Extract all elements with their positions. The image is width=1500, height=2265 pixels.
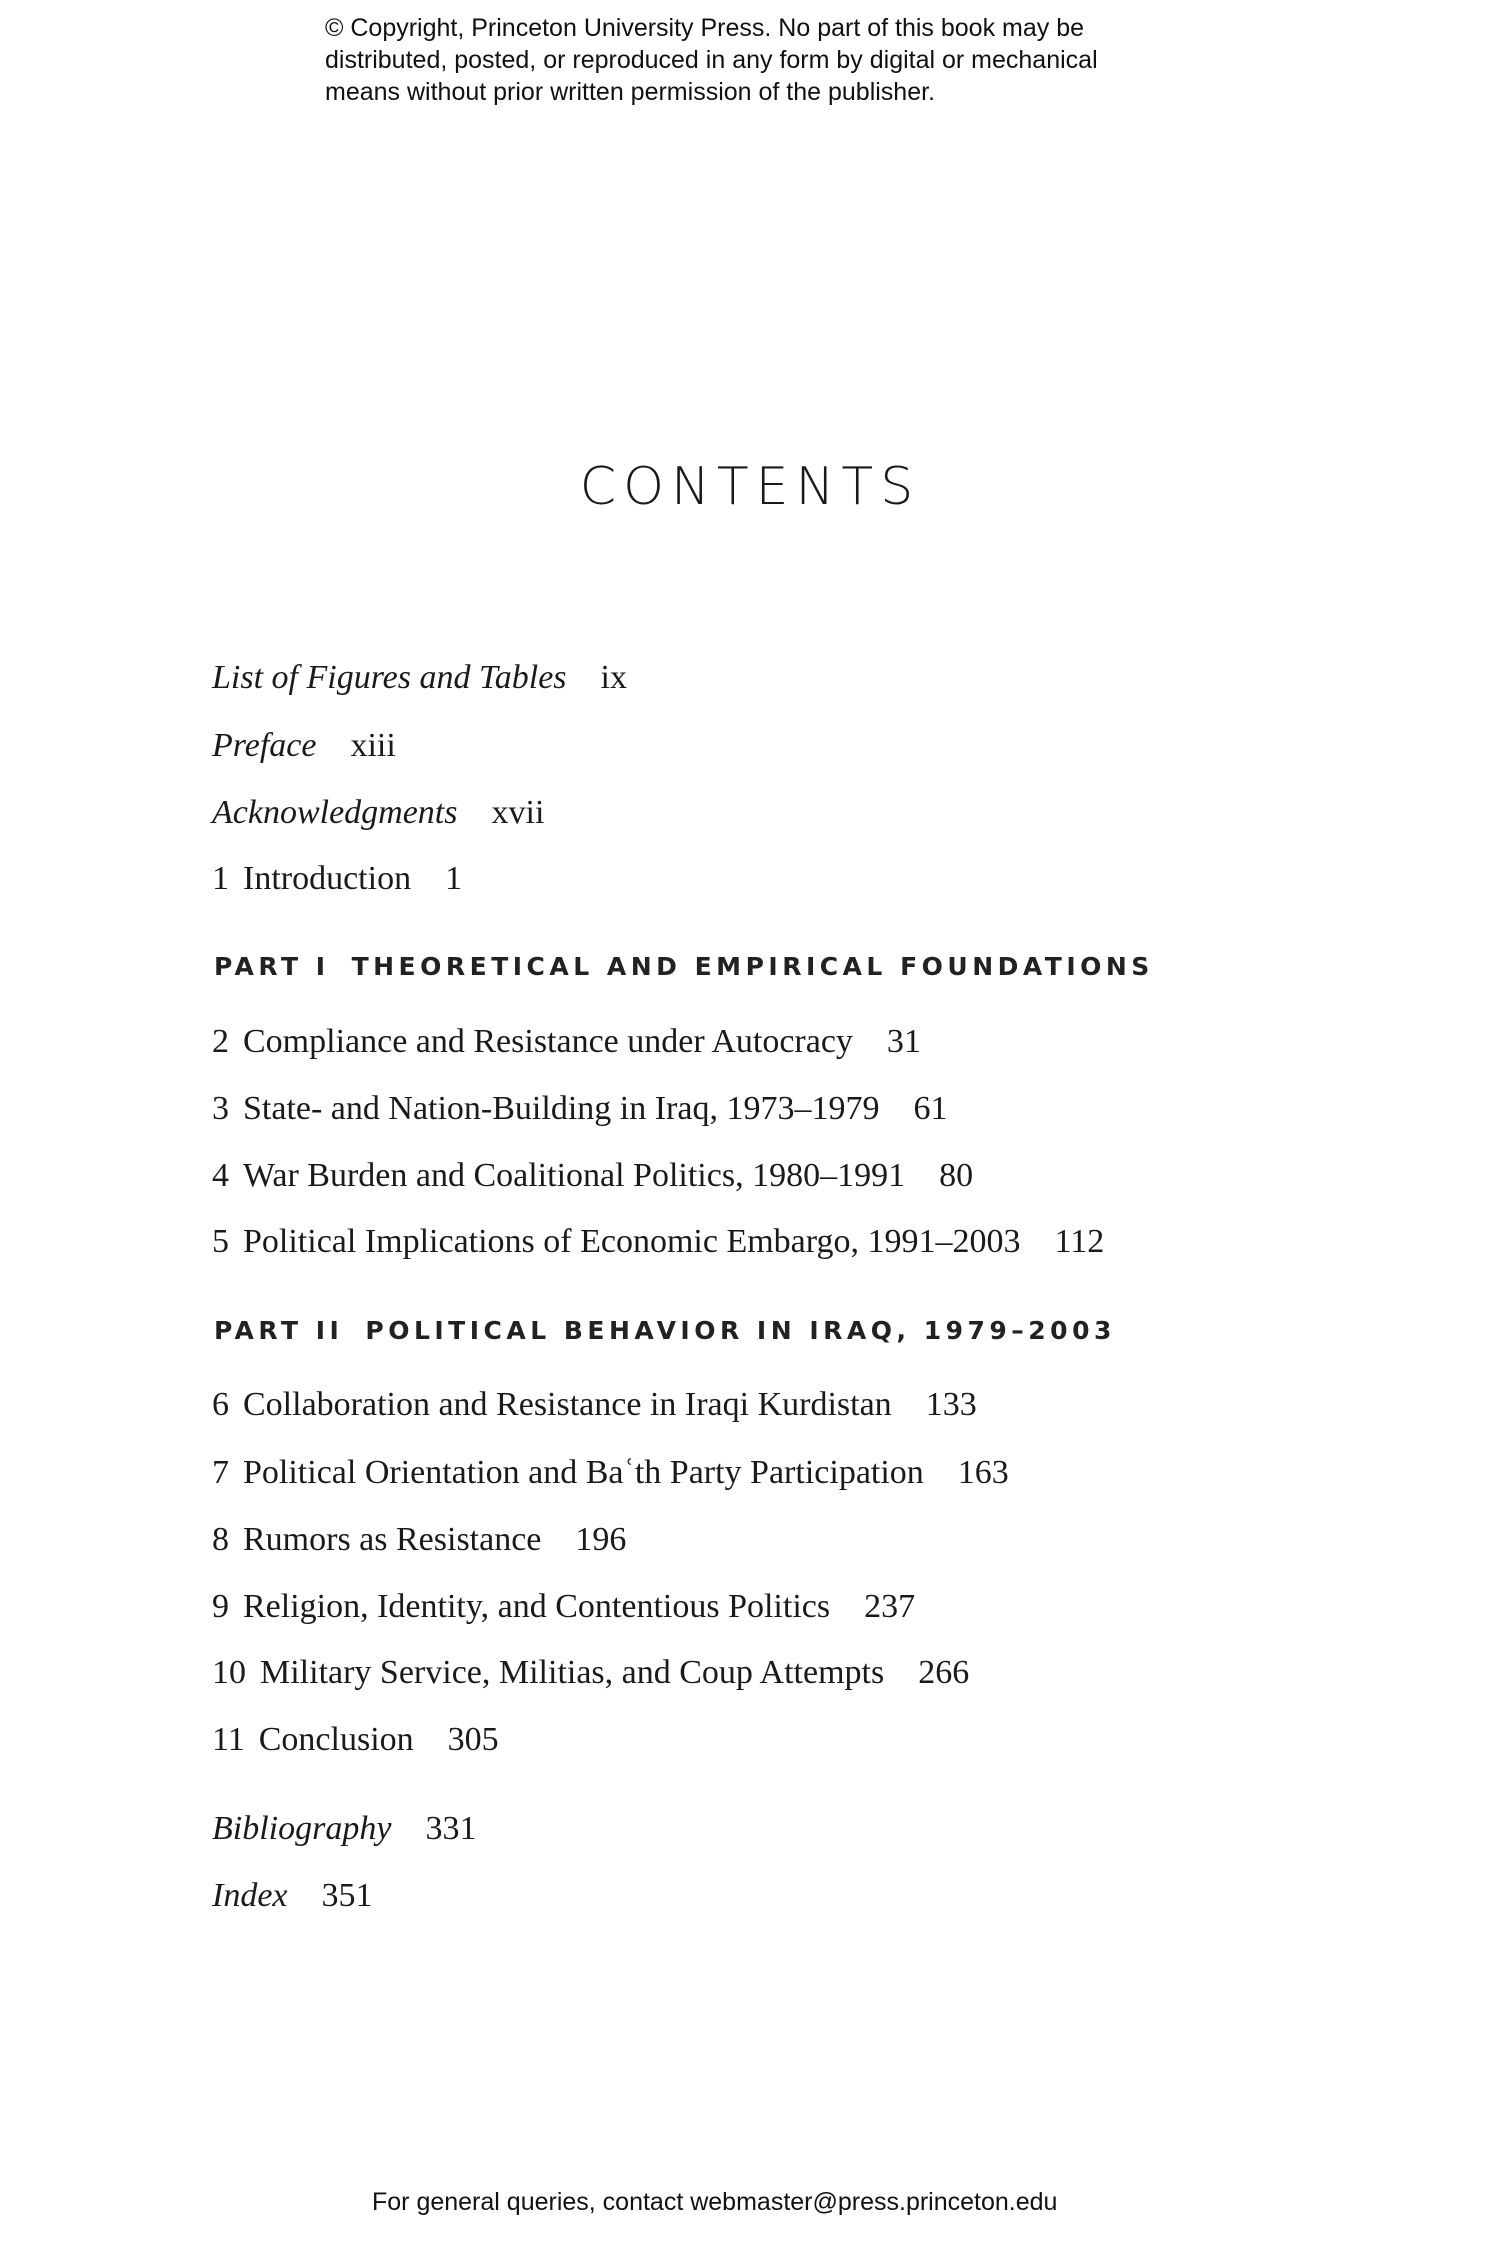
toc-entry-chapter[interactable] (212, 1585, 915, 1629)
chapter-number: 2 (212, 1023, 229, 1060)
chapter-number: 5 (212, 1223, 229, 1260)
toc-entry-chapter[interactable] (212, 1020, 921, 1064)
entry-page: 112 (1054, 1223, 1105, 1260)
copyright-line: © Copyright, Princeton University Press. No part of this book may be (325, 14, 1085, 42)
entry-label: War Burden and Coalitional Politics, 1980–1991 (243, 1157, 906, 1194)
entry-page: 331 (425, 1810, 477, 1847)
copyright-line: distributed, posted, or reproduced in any form by digital or mechanical (325, 46, 1098, 74)
toc-entry-bibliography[interactable] (212, 1807, 476, 1851)
toc-entry-chapter[interactable] (212, 1718, 499, 1762)
toc-entry-preface[interactable] (212, 724, 396, 768)
entry-label: Religion, Identity, and Contentious Politics (243, 1588, 831, 1625)
entry-label: List of Figures and Tables (212, 659, 567, 696)
entry-label: Military Service, Militias, and Coup Attempts (260, 1654, 885, 1691)
toc-entry-chapter[interactable] (212, 1651, 969, 1695)
copyright-notice (325, 12, 1098, 108)
toc-entry-introduction[interactable] (212, 857, 462, 901)
toc-entry-chapter[interactable] (212, 1451, 1009, 1495)
chapter-number: 3 (212, 1090, 229, 1127)
entry-label: Bibliography (212, 1810, 392, 1847)
entry-label: State- and Nation-Building in Iraq, 1973–1979 (243, 1090, 880, 1127)
chapter-number: 7 (212, 1454, 229, 1491)
part-heading (214, 947, 1154, 987)
entry-page: 266 (918, 1654, 970, 1691)
entry-page: 237 (864, 1588, 916, 1625)
footer-contact: For general queries, contact webmaster@press.princeton.edu (372, 2188, 1058, 2216)
entry-page: xiii (350, 727, 396, 764)
part-label: PART II (214, 1316, 344, 1345)
entry-label: Introduction (243, 860, 412, 897)
entry-page: 80 (939, 1157, 974, 1194)
toc-entry-chapter[interactable] (212, 1518, 626, 1562)
toc-entry-chapter[interactable] (212, 1154, 973, 1198)
part-title: POLITICAL BEHAVIOR IN IRAQ, 1979–2003 (365, 1316, 1116, 1345)
entry-label: Rumors as Resistance (243, 1521, 542, 1558)
page-title: CONTENTS (579, 457, 921, 517)
entry-page: 163 (957, 1454, 1009, 1491)
chapter-number: 1 (212, 860, 229, 897)
toc-entry-chapter[interactable] (212, 1383, 977, 1427)
entry-label: Acknowledgments (212, 794, 458, 831)
toc-entry-chapter[interactable] (212, 1220, 1104, 1264)
toc-entry-acknowledgments[interactable] (212, 791, 544, 835)
toc-entry-chapter[interactable] (212, 1087, 947, 1131)
entry-label: Collaboration and Resistance in Iraqi Kurdistan (243, 1386, 892, 1423)
chapter-number: 6 (212, 1386, 229, 1423)
entry-page: 31 (886, 1023, 921, 1060)
entry-label: Preface (212, 727, 317, 764)
entry-label: Political Implications of Economic Embargo, 1991–2003 (243, 1223, 1021, 1260)
chapter-number: 8 (212, 1521, 229, 1558)
entry-page: 351 (321, 1877, 373, 1914)
copyright-line: means without prior written permission of the publisher. (325, 78, 936, 106)
entry-page: 61 (913, 1090, 948, 1127)
chapter-number: 11 (212, 1721, 245, 1758)
entry-label: Index (212, 1877, 288, 1914)
entry-label: Political Orientation and Baʿth Party Participation (243, 1454, 924, 1491)
entry-page: 305 (447, 1721, 499, 1758)
entry-page: xvii (491, 794, 545, 831)
chapter-number: 4 (212, 1157, 229, 1194)
part-label: PART I (214, 952, 330, 981)
chapter-number: 9 (212, 1588, 229, 1625)
part-title: THEORETICAL AND EMPIRICAL FOUNDATIONS (351, 952, 1154, 981)
toc-entry-index[interactable] (212, 1874, 373, 1918)
entry-label: Conclusion (258, 1721, 414, 1758)
entry-page: 133 (925, 1386, 977, 1423)
part-heading (214, 1311, 1116, 1351)
chapter-number: 10 (212, 1654, 246, 1691)
entry-page: 196 (575, 1521, 627, 1558)
entry-page: ix (600, 659, 627, 696)
entry-page: 1 (445, 860, 463, 897)
toc-entry-figures[interactable] (212, 656, 627, 700)
entry-label: Compliance and Resistance under Autocracy (243, 1023, 853, 1060)
